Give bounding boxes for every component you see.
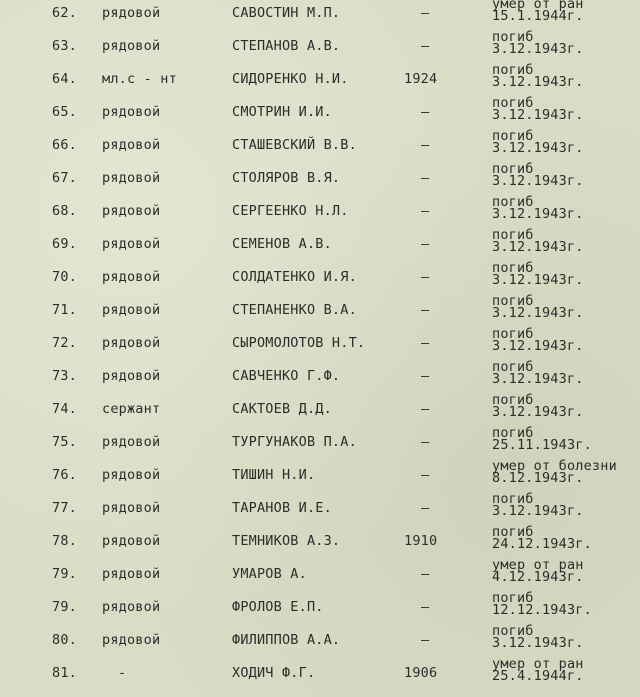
record-number: 79.	[52, 566, 77, 582]
record-fate: умер от ран 4.12.1943г.	[492, 557, 584, 585]
table-row	[0, 194, 640, 231]
record-name: СМОТРИН И.И.	[232, 104, 332, 120]
record-number: 67.	[52, 170, 77, 186]
record-fate: погиб 3.12.1943г.	[492, 227, 584, 255]
record-name: УМАРОВ А.	[232, 566, 307, 582]
record-number: 64.	[52, 71, 77, 87]
table-row	[0, 95, 640, 132]
record-number: 66.	[52, 137, 77, 153]
record-name: ТАРАНОВ И.Е.	[232, 500, 332, 516]
record-name: ТЕМНИКОВ А.З.	[232, 533, 341, 549]
record-name: СИДОРЕНКО Н.И.	[232, 71, 349, 87]
record-number: 81.	[52, 665, 77, 681]
table-row	[0, 491, 640, 528]
birth-year-empty: –	[421, 368, 430, 384]
record-number: 72.	[52, 335, 77, 351]
record-rank: рядовой	[102, 368, 161, 384]
birth-year-empty: –	[421, 302, 430, 318]
table-row	[0, 458, 640, 495]
record-rank: рядовой	[102, 302, 161, 318]
record-number: 80.	[52, 632, 77, 648]
record-rank: рядовой	[102, 533, 161, 549]
record-number: 63.	[52, 38, 77, 54]
record-name: СТОЛЯРОВ В.Я.	[232, 170, 341, 186]
record-rank: рядовой	[102, 467, 161, 483]
record-rank: рядовой	[102, 137, 161, 153]
birth-year-empty: –	[421, 335, 430, 351]
record-fate: погиб 25.11.1943г.	[492, 425, 592, 453]
birth-year-empty: –	[421, 500, 430, 516]
record-name: САВОСТИН М.П.	[232, 5, 341, 21]
table-row	[0, 590, 640, 627]
record-name: ХОДИЧ Ф.Г.	[232, 665, 316, 681]
record-fate: погиб 3.12.1943г.	[492, 293, 584, 321]
record-number: 71.	[52, 302, 77, 318]
record-rank: рядовой	[102, 269, 161, 285]
record-fate: погиб 3.12.1943г.	[492, 260, 584, 288]
record-fate: погиб 3.12.1943г.	[492, 161, 584, 189]
table-row	[0, 128, 640, 165]
record-name: СТАШЕВСКИЙ В.В.	[232, 137, 357, 153]
record-name: СЕРГЕЕНКО Н.Л.	[232, 203, 349, 219]
record-fate: погиб 3.12.1943г.	[492, 623, 584, 651]
record-fate: погиб 12.12.1943г.	[492, 590, 592, 618]
birth-year-empty: –	[421, 104, 430, 120]
record-number: 79.	[52, 599, 77, 615]
record-fate: погиб 3.12.1943г.	[492, 392, 584, 420]
table-row	[0, 161, 640, 198]
birth-year-empty: –	[421, 632, 430, 648]
table-row	[0, 392, 640, 429]
table-row	[0, 557, 640, 594]
record-name: СТЕПАНЕНКО В.А.	[232, 302, 357, 318]
birth-year-empty: –	[421, 5, 430, 21]
table-row	[0, 62, 640, 99]
record-rank: рядовой	[102, 104, 161, 120]
record-rank: рядовой	[102, 566, 161, 582]
record-rank: рядовой	[102, 5, 161, 21]
birth-year-empty: –	[421, 467, 430, 483]
record-rank: рядовой	[102, 170, 161, 186]
record-fate: погиб 3.12.1943г.	[492, 326, 584, 354]
record-number: 68.	[52, 203, 77, 219]
record-birth-year: 1910	[404, 533, 438, 549]
record-name: СЕМЕНОВ А.В.	[232, 236, 332, 252]
table-row	[0, 29, 640, 66]
record-number: 77.	[52, 500, 77, 516]
table-row	[0, 0, 640, 33]
record-name: ФИЛИППОВ А.А.	[232, 632, 341, 648]
record-fate: погиб 3.12.1943г.	[492, 29, 584, 57]
record-name: САКТОЕВ Д.Д.	[232, 401, 332, 417]
birth-year-empty: –	[421, 38, 430, 54]
record-name: СОЛДАТЕНКО И.Я.	[232, 269, 357, 285]
table-row	[0, 359, 640, 396]
record-rank: рядовой	[102, 500, 161, 516]
birth-year-empty: –	[421, 137, 430, 153]
birth-year-empty: –	[421, 269, 430, 285]
record-rank: рядовой	[102, 599, 161, 615]
record-rank: мл.с - нт	[102, 71, 177, 87]
record-rank: рядовой	[102, 632, 161, 648]
record-fate: погиб 3.12.1943г.	[492, 95, 584, 123]
record-rank: рядовой	[102, 236, 161, 252]
record-fate: погиб 3.12.1943г.	[492, 491, 584, 519]
table-row	[0, 227, 640, 264]
record-rank: -	[118, 665, 127, 681]
record-fate: погиб 3.12.1943г.	[492, 128, 584, 156]
table-row	[0, 656, 640, 693]
record-number: 73.	[52, 368, 77, 384]
record-rank: рядовой	[102, 203, 161, 219]
record-fate: погиб 3.12.1943г.	[492, 359, 584, 387]
record-rank: рядовой	[102, 434, 161, 450]
record-number: 75.	[52, 434, 77, 450]
birth-year-empty: –	[421, 236, 430, 252]
record-number: 65.	[52, 104, 77, 120]
record-fate: умер от ран 15.1.1944г.	[492, 0, 584, 24]
record-fate: погиб 3.12.1943г.	[492, 62, 584, 90]
record-birth-year: 1924	[404, 71, 438, 87]
record-name: ТИШИН Н.И.	[232, 467, 316, 483]
record-number: 62.	[52, 5, 77, 21]
birth-year-empty: –	[421, 566, 430, 582]
record-name: ТУРГУНАКОВ П.А.	[232, 434, 357, 450]
record-number: 69.	[52, 236, 77, 252]
record-rank: сержант	[102, 401, 161, 417]
record-number: 74.	[52, 401, 77, 417]
table-row	[0, 260, 640, 297]
record-number: 70.	[52, 269, 77, 285]
record-name: СТЕПАНОВ А.В.	[232, 38, 341, 54]
record-rank: рядовой	[102, 38, 161, 54]
record-fate: погиб 3.12.1943г.	[492, 194, 584, 222]
table-row	[0, 326, 640, 363]
record-name: ФРОЛОВ Е.П.	[232, 599, 324, 615]
record-fate: умер от болезни 8.12.1943г.	[492, 458, 617, 486]
record-rank: рядовой	[102, 335, 161, 351]
record-name: СЫРОМОЛОТОВ Н.Т.	[232, 335, 366, 351]
record-birth-year: 1906	[404, 665, 438, 681]
record-number: 78.	[52, 533, 77, 549]
birth-year-empty: –	[421, 434, 430, 450]
birth-year-empty: –	[421, 170, 430, 186]
birth-year-empty: –	[421, 599, 430, 615]
record-number: 76.	[52, 467, 77, 483]
birth-year-empty: –	[421, 203, 430, 219]
record-fate: погиб 24.12.1943г.	[492, 524, 592, 552]
table-row	[0, 293, 640, 330]
birth-year-empty: –	[421, 401, 430, 417]
record-name: САВЧЕНКО Г.Ф.	[232, 368, 341, 384]
record-fate: умер от ран 25.4.1944г.	[492, 656, 584, 684]
